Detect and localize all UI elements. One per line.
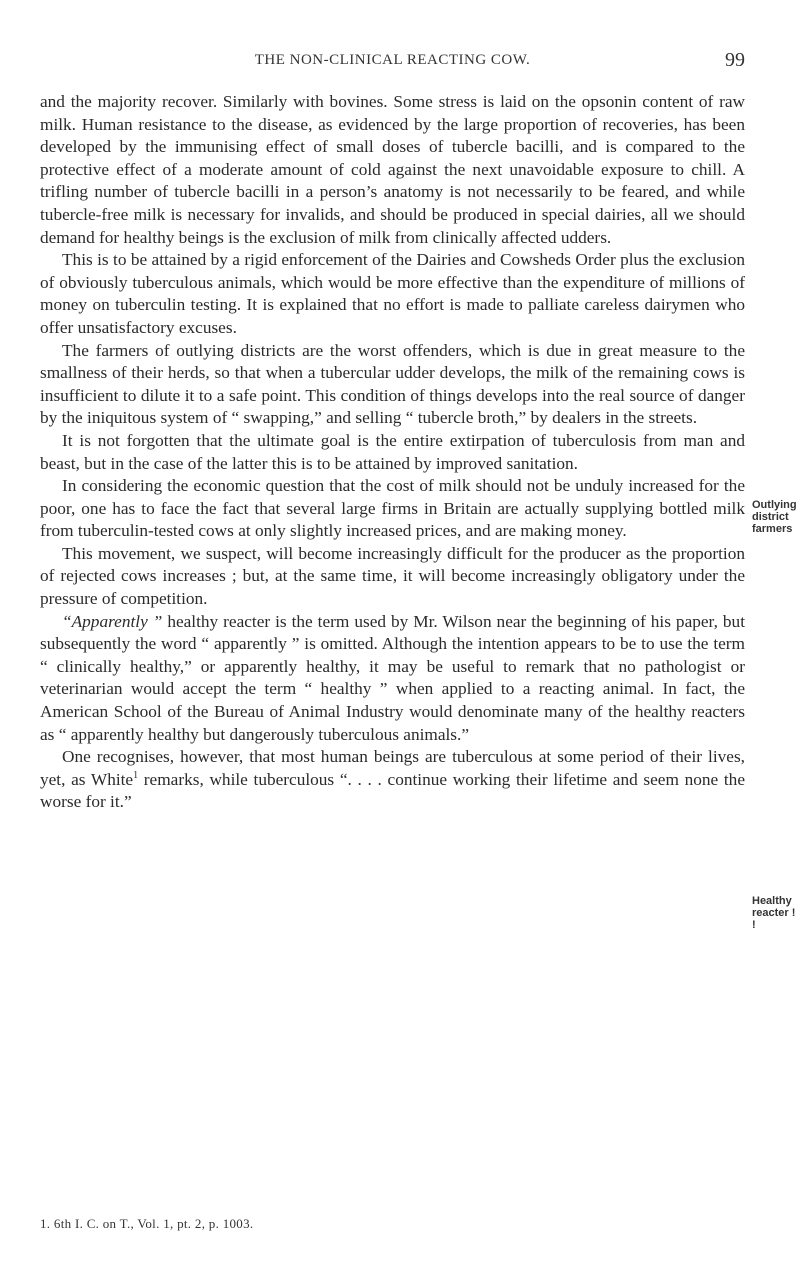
running-head: THE NON-CLINICAL REACTING COW. (254, 52, 531, 68)
paragraph-4: It is not forgotten that the ultimate goal is the entire extirpation of tuberculosis from man and beast, but in the case of the latter this is to be attained by improved sanitation. (40, 430, 745, 473)
footnote: 1. 6th I. C. on T., Vol. 1, pt. 2, p. 1003. (40, 1216, 254, 1231)
footnote-ref: 1 (133, 770, 139, 782)
margin-note-outlying: Outlying district farmers (752, 499, 797, 535)
paragraph-1: and the majority recover. Similarly with bovines. Some stress is laid on the opsonin content of raw milk. Human resistance to the disease, as evidenced by the large proportion of recoveries, has been developed by the immunising effect of small doses of tubercle bacilli, and is compared to the protective effect of a moderate amount of cold against the next unavoidable exposure to chill. A trifling number of tubercle bacilli in a person’s anatomy is not necessarily to be feared, and while tubercle-free milk is necessary for invalids, and should be produced in special dairies, all we should demand for healthy beings is the exclusion of milk from clinically affected udders. (40, 92, 745, 247)
paragraph-2: This is to be attained by a rigid enforcement of the Dairies and Cowsheds Order plus the exclusion of obviously tuberculous animals, which would be more effective than the expenditure of millions of money on tuberculin testing. It is explained that no effort is made to palliate careless dairymen who offer unsatisfactory excuses. (40, 250, 745, 337)
page-number: 99 (725, 49, 745, 71)
paragraph-8-text-b: remarks, while tuberculous “. . . . continue working their lifetime and seem none the worse for it.” (40, 769, 745, 812)
paragraph-7 (40, 611, 745, 747)
paragraph-8 (40, 746, 745, 814)
paragraph-3: The farmers of outlying districts are the worst offenders, which is due in great measure to the smallness of their herds, so that when a tubercular udder develops, the milk of the remaining cows is insufficient to dilute it to a safe point. This condition of things develops into the real source of danger by the iniquitous system of “ swapping,” and selling “ tubercle broth,” by dealers in the streets. (40, 340, 745, 428)
paragraph-5: In considering the economic question that the cost of milk should not be unduly increased for the poor, one has to face the fact that several large firms in Britain are actually supplying bottled milk from tuberculin-tested cows at only slightly increased prices, and are making money. (40, 476, 745, 541)
margin-note-healthy: Healthy reacter ! ! (752, 895, 796, 931)
paragraph-7-text: healthy reacter is the term used by Mr. Wilson near the beginning of his paper, but subsequently the word “ apparently ” is omitted. Although the intention appears to be to use the term “ clinically healthy,” or apparently healthy, it may be useful to remark that no pathologist or veterinarian would accept the term “ healthy ” when applied to a reacting animal. In fact, the American School of the Bureau of Animal Industry would denominate many of the healthy reacters as “ apparently healthy but dangerously tuberculous animals.” (40, 611, 745, 744)
paragraph-8-text-a: One recognises, however, that most human beings are tuberculous at some period of their lives, yet, as White (40, 747, 745, 789)
body-text (40, 91, 745, 814)
italic-lead: “Apparently ” (62, 611, 163, 631)
page-header (40, 49, 745, 76)
paragraph-6: This movement, we suspect, will become increasingly difficult for the producer as the proportion of rejected cows increases ; but, at the same time, it will become increasingly obligatory under the pressure of competition. (40, 543, 745, 609)
